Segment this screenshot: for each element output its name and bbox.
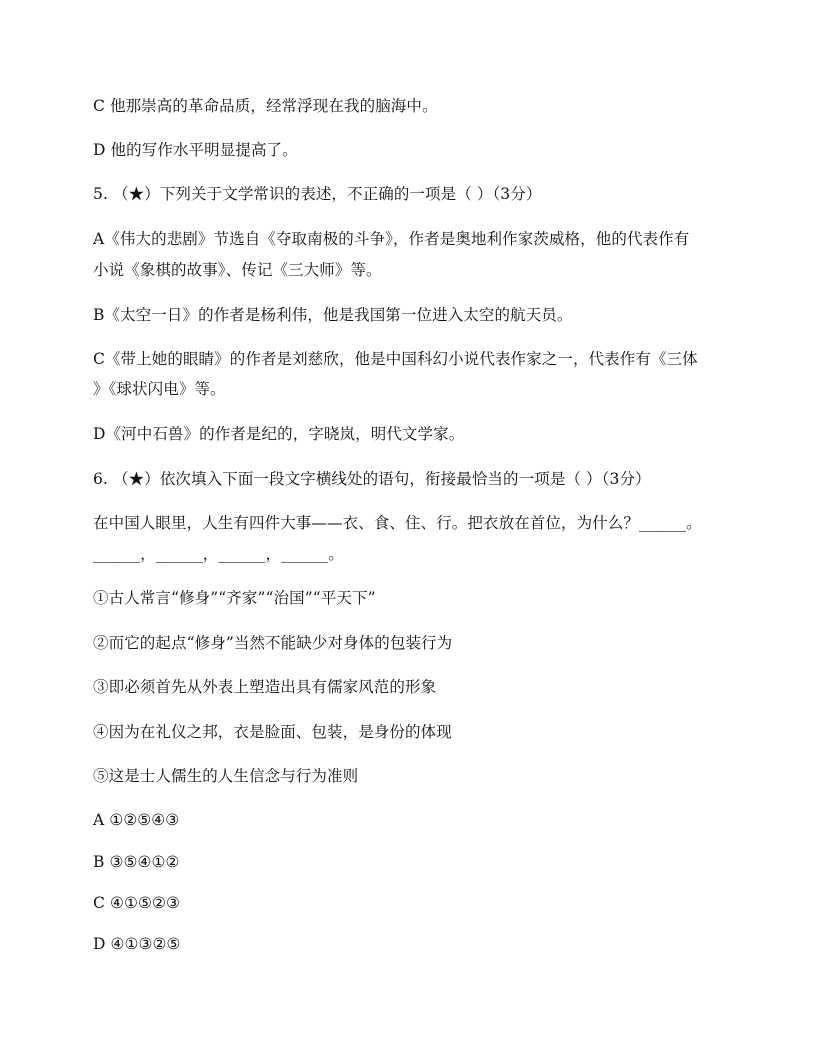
option-c-q6: C ④①⑤②③ [93, 894, 180, 912]
option-a-q5-line2: 小说《象棋的故事》、传记《三大师》等。 [93, 261, 382, 279]
option-d-q4: D 他的写作水平明显提高了。 [93, 141, 298, 159]
question-5-stem: 5. （★）下列关于文学常识的表述，不正确的一项是（ ）（3分） [93, 185, 542, 203]
sentence-3: ③即必须首先从外表上塑造出具有儒家风范的形象 [93, 678, 437, 696]
question-6-passage-line1: 在中国人眼里，人生有四件大事——衣、食、住、行。把衣放在首位，为什么？______。 [93, 514, 702, 532]
option-d-q5: D《河中石兽》的作者是纪的，字晓岚，明代文学家。 [93, 425, 465, 443]
option-b-q6: B ③⑤④①② [93, 853, 180, 871]
option-c-q4: C 他那崇高的革命品质，经常浮现在我的脑海中。 [93, 97, 438, 115]
option-a-q5-line1: A《伟大的悲剧》节选自《夺取南极的斗争》，作者是奥地利作家茨威格，他的代表作有 [93, 230, 690, 248]
option-a-q6: A ①②⑤④③ [93, 811, 180, 829]
option-b-q5: B《太空一日》的作者是杨利伟，他是我国第一位进入太空的航天员。 [93, 306, 573, 324]
sentence-5: ⑤这是士人儒生的人生信念与行为准则 [93, 767, 359, 785]
question-6-passage-line2: ______，______，______，______。 [93, 545, 344, 563]
sentence-4: ④因为在礼仪之邦，衣是脸面、包装，是身份的体现 [93, 723, 452, 741]
option-c-q5-line1: C《带上她的眼睛》的作者是刘慈欣，他是中国科幻小说代表作家之一，代表作有《三体 [93, 350, 698, 368]
sentence-1: ①古人常言“修身”“齐家”“治国”“平天下” [93, 589, 376, 607]
question-6-stem: 6. （★）依次填入下面一段文字横线处的语句，衔接最恰当的一项是（ ）（3分） [93, 470, 651, 488]
option-c-q5-line2: 》《球状闪电》等。 [93, 380, 226, 398]
sentence-2: ②而它的起点“修身”当然不能缺少对身体的包装行为 [93, 634, 453, 652]
option-d-q6: D ④①③②⑤ [93, 935, 181, 953]
